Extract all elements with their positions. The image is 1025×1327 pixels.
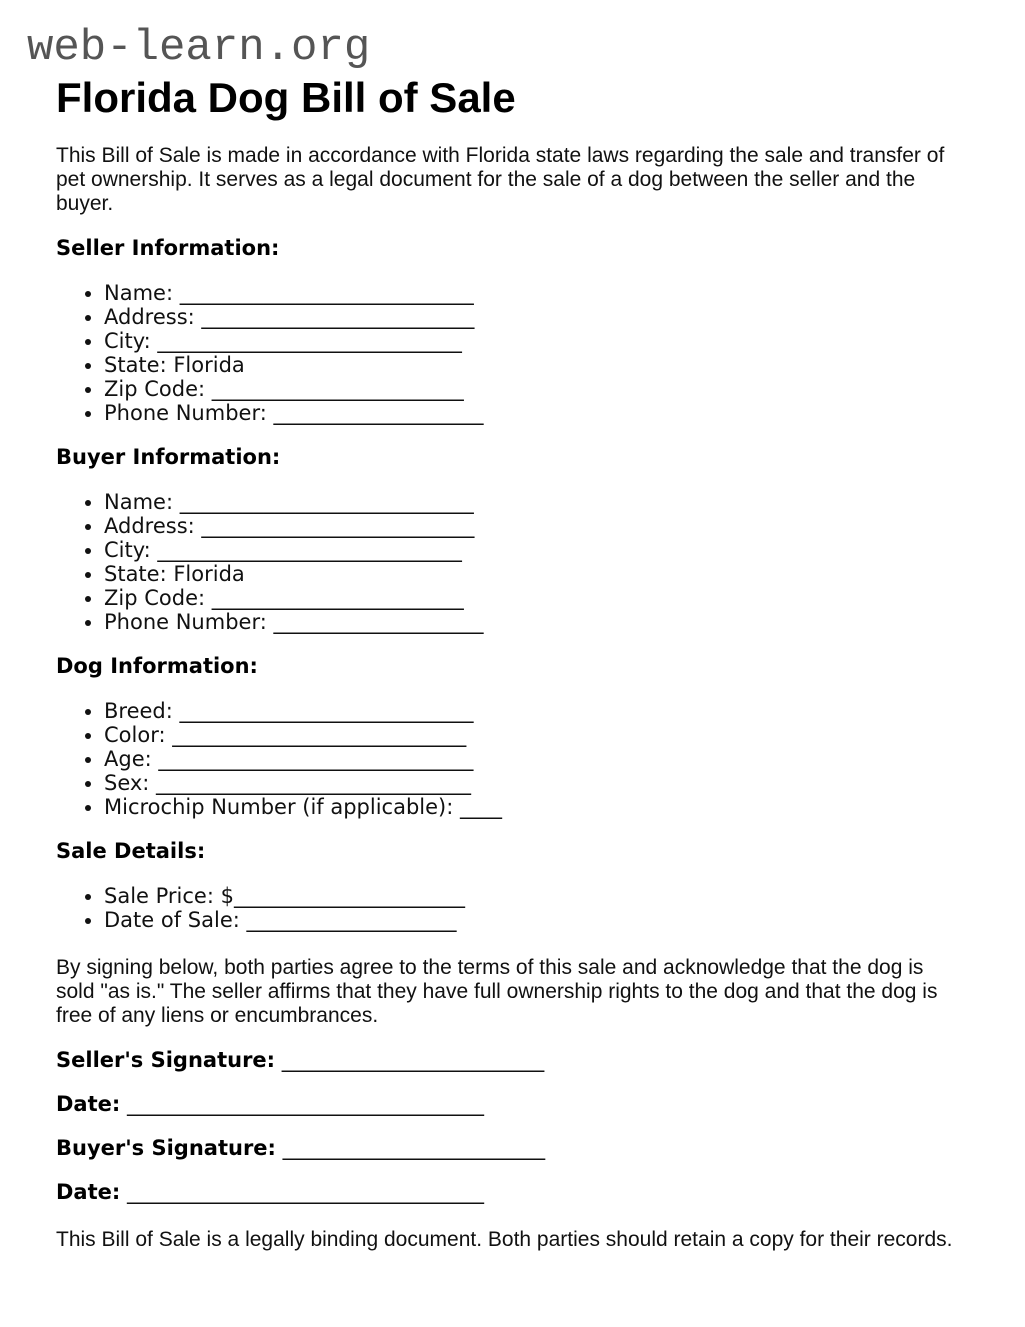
seller-date-blank: __________________________________: [126, 1092, 484, 1117]
field-dog-age: • Age: ______________________________: [104, 747, 967, 771]
footer-paragraph: This Bill of Sale is a legally binding document. Both parties should retain a copy for their records.: [56, 1228, 953, 1252]
buyer-signature-blank: _________________________: [282, 1136, 546, 1161]
field-dog-microchip-number: • Microchip Number (if applicable): ____: [104, 795, 967, 819]
field-buyer-zip-code: • Zip Code: ________________________: [104, 586, 967, 610]
section-heading-seller-information: Seller Information:: [56, 236, 280, 261]
field-seller-phone-number: • Phone Number: ____________________: [104, 401, 967, 425]
field-seller-name: • Name: ____________________________: [104, 281, 967, 305]
agreement-paragraph: By signing below, both parties agree to the terms of this sale and acknowledge that the dog is sold "as is." The seller affirms that they have full ownership rights to the dog and that the dog is free of any liens or encumbrances.: [56, 956, 938, 1028]
field-dog-sex: • Sex: ______________________________: [104, 771, 967, 795]
buyer-information-list: [56, 490, 967, 634]
dog-information-list: [56, 699, 967, 819]
buyer-date-blank: __________________________________: [126, 1180, 484, 1205]
seller-signature-label: Seller's Signature:: [56, 1048, 276, 1073]
seller-information-list: [56, 281, 967, 425]
field-seller-zip-code: • Zip Code: ________________________: [104, 377, 967, 401]
field-buyer-address: • Address: __________________________: [104, 514, 967, 538]
field-seller-state: • State: Florida: [104, 353, 967, 377]
field-sale-price: • Sale Price: $______________________: [104, 884, 967, 908]
buyer-date-label: Date:: [56, 1180, 121, 1205]
document-content: [27, 76, 967, 1252]
sale-details-list: [56, 884, 967, 932]
field-buyer-phone-number: • Phone Number: ____________________: [104, 610, 967, 634]
section-heading-buyer-information: Buyer Information:: [56, 445, 281, 470]
intro-paragraph: This Bill of Sale is made in accordance with Florida state laws regarding the sale and transfer of pet ownership. It serves as a legal document for the sale of a dog between the seller and the buyer.: [56, 144, 945, 216]
field-dog-breed: • Breed: ____________________________: [104, 699, 967, 723]
section-heading-sale-details: Sale Details:: [56, 839, 206, 864]
field-buyer-state: • State: Florida: [104, 562, 967, 586]
field-dog-color: • Color: ____________________________: [104, 723, 967, 747]
field-seller-city: • City: _____________________________: [104, 329, 967, 353]
seller-signature-blank: _________________________: [281, 1048, 545, 1073]
seller-date-line: [56, 1092, 967, 1116]
buyer-signature-label: Buyer's Signature:: [56, 1136, 276, 1161]
field-seller-address: • Address: __________________________: [104, 305, 967, 329]
site-logo: web-learn.org: [27, 23, 371, 73]
field-date-of-sale: • Date of Sale: ____________________: [104, 908, 967, 932]
field-buyer-name: • Name: ____________________________: [104, 490, 967, 514]
seller-signature-line: [56, 1048, 967, 1072]
field-buyer-city: • City: _____________________________: [104, 538, 967, 562]
seller-date-label: Date:: [56, 1092, 121, 1117]
buyer-date-line: [56, 1180, 967, 1204]
page-title: Florida Dog Bill of Sale: [56, 74, 516, 121]
section-heading-dog-information: Dog Information:: [56, 654, 258, 679]
buyer-signature-line: [56, 1136, 967, 1160]
